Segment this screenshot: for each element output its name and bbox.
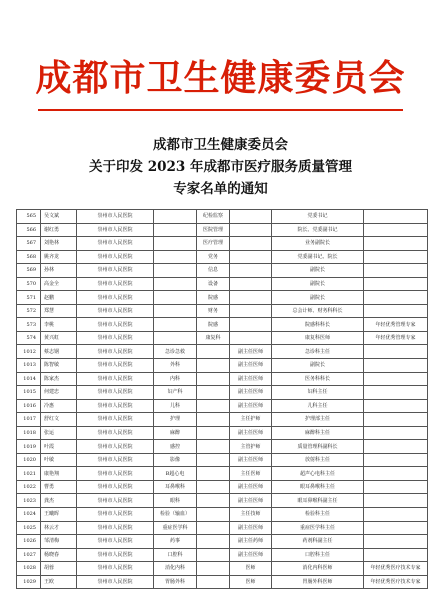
- expert-list-table: [16, 209, 428, 589]
- row-number-cell: 1014: [17, 372, 41, 386]
- job-title-cell: 副主任医师: [230, 494, 272, 508]
- specialty-cell: 儿科: [154, 399, 197, 413]
- specialty-cell: [154, 264, 197, 278]
- position-cell: 超声心电科主任: [272, 467, 364, 481]
- remark-cell: [364, 223, 428, 237]
- hospital-cell: 崇州市人民医院: [77, 345, 154, 359]
- expert-name-cell: 何建忠: [41, 386, 77, 400]
- row-number-cell: 1012: [17, 345, 41, 359]
- specialty-cell: 重症医学科: [154, 521, 197, 535]
- management-field-cell: 设备: [197, 277, 230, 291]
- remark-cell: [364, 250, 428, 264]
- job-title-cell: [230, 331, 272, 345]
- hospital-cell: 崇州市人民医院: [77, 426, 154, 440]
- management-field-cell: [197, 480, 230, 494]
- hospital-cell: 崇州市人民医院: [77, 480, 154, 494]
- remark-cell: 年轻优秀医疗技术专家: [364, 575, 428, 589]
- job-title-cell: 副主任医师: [230, 453, 272, 467]
- specialty-cell: 胃肠外科: [154, 575, 197, 589]
- management-field-cell: 纪检监察: [197, 210, 230, 224]
- specialty-cell: 耳鼻喉科: [154, 480, 197, 494]
- row-number-cell: 569: [17, 264, 41, 278]
- position-cell: 麻醉科主任: [272, 426, 364, 440]
- expert-name-cell: 谢红勇: [41, 223, 77, 237]
- position-cell: 眼耳鼻喉科副主任: [272, 494, 364, 508]
- management-field-cell: [197, 521, 230, 535]
- expert-name-cell: 陈家杰: [41, 372, 77, 386]
- position-cell: 护理部主任: [272, 413, 364, 427]
- hospital-cell: 崇州市人民医院: [77, 562, 154, 576]
- job-title-cell: 副主任医师: [230, 426, 272, 440]
- management-field-cell: 医院管理: [197, 223, 230, 237]
- expert-name-cell: 舒红文: [41, 413, 77, 427]
- job-title-cell: 主任技师: [230, 508, 272, 522]
- management-field-cell: [197, 359, 230, 373]
- row-number-cell: 570: [17, 277, 41, 291]
- management-field-cell: [197, 535, 230, 549]
- expert-name-cell: 刘艳林: [41, 237, 77, 251]
- specialty-cell: 急诊急救: [154, 345, 197, 359]
- expert-name-cell: 高金全: [41, 277, 77, 291]
- hospital-cell: 崇州市人民医院: [77, 399, 154, 413]
- expert-name-cell: 赵鹏: [41, 291, 77, 305]
- row-number-cell: 1029: [17, 575, 41, 589]
- table-row: [17, 237, 428, 251]
- table-row: [17, 480, 428, 494]
- specialty-cell: B超心电: [154, 467, 197, 481]
- remark-cell: [364, 372, 428, 386]
- position-cell: 放射科主任: [272, 453, 364, 467]
- hospital-cell: 崇州市人民医院: [77, 237, 154, 251]
- table-row: [17, 508, 428, 522]
- job-title-cell: 副主任药师: [230, 535, 272, 549]
- management-field-cell: [197, 426, 230, 440]
- table-row: [17, 453, 428, 467]
- notice-title-line1: 成都市卫生健康委员会: [153, 137, 288, 153]
- position-cell: 院感科科长: [272, 318, 364, 332]
- specialty-cell: 外科: [154, 359, 197, 373]
- position-cell: 副院长: [272, 359, 364, 373]
- notice-title-line3: 专家名单的通知: [173, 181, 268, 197]
- hospital-cell: 崇州市人民医院: [77, 440, 154, 454]
- management-field-cell: 党务: [197, 250, 230, 264]
- hospital-cell: 崇州市人民医院: [77, 359, 154, 373]
- specialty-cell: [154, 250, 197, 264]
- table-row: [17, 467, 428, 481]
- position-cell: 副院长: [272, 264, 364, 278]
- management-field-cell: 医疗管理: [197, 237, 230, 251]
- remark-cell: [364, 359, 428, 373]
- row-number-cell: 1015: [17, 386, 41, 400]
- remark-cell: [364, 440, 428, 454]
- row-number-cell: 1023: [17, 494, 41, 508]
- notice-title: [0, 134, 441, 200]
- hospital-cell: 崇州市人民医院: [77, 575, 154, 589]
- management-field-cell: 财务: [197, 304, 230, 318]
- expert-name-cell: 叶霞: [41, 440, 77, 454]
- table-row: [17, 223, 428, 237]
- position-cell: 重症医学科主任: [272, 521, 364, 535]
- specialty-cell: 检验（输血）: [154, 508, 197, 522]
- row-number-cell: 565: [17, 210, 41, 224]
- expert-name-cell: 蔡志钢: [41, 345, 77, 359]
- management-field-cell: 院感: [197, 291, 230, 305]
- letterhead: [0, 0, 441, 121]
- specialty-cell: 消化内科: [154, 562, 197, 576]
- specialty-cell: 眼科: [154, 494, 197, 508]
- expert-name-cell: 邹清梅: [41, 535, 77, 549]
- table-row: [17, 291, 428, 305]
- row-number-cell: 1026: [17, 535, 41, 549]
- job-title-cell: [230, 318, 272, 332]
- remark-cell: 年轻优秀管理专家: [364, 331, 428, 345]
- position-cell: 消化内科医师: [272, 562, 364, 576]
- notice-title-line2: 关于印发 2023 年成都市医疗服务质量管理: [89, 159, 352, 175]
- table-row: [17, 548, 428, 562]
- position-cell: 康复科医师: [272, 331, 364, 345]
- remark-cell: [364, 426, 428, 440]
- position-cell: 药剂科副主任: [272, 535, 364, 549]
- expert-name-cell: 孙林: [41, 264, 77, 278]
- expert-name-cell: 龚杰: [41, 494, 77, 508]
- job-title-cell: [230, 237, 272, 251]
- table-row: [17, 210, 428, 224]
- row-number-cell: 566: [17, 223, 41, 237]
- job-title-cell: [230, 210, 272, 224]
- remark-cell: [364, 304, 428, 318]
- job-title-cell: 副主任医师: [230, 345, 272, 359]
- specialty-cell: 妇产科: [154, 386, 197, 400]
- hospital-cell: 崇州市人民医院: [77, 331, 154, 345]
- remark-cell: 年轻优秀医疗技术专家: [364, 562, 428, 576]
- remark-cell: [364, 508, 428, 522]
- specialty-cell: 影像: [154, 453, 197, 467]
- remark-cell: [364, 480, 428, 494]
- job-title-cell: 副主任医师: [230, 359, 272, 373]
- hospital-cell: 崇州市人民医院: [77, 372, 154, 386]
- job-title-cell: 副主任医师: [230, 372, 272, 386]
- specialty-cell: 内科: [154, 372, 197, 386]
- expert-rows: [17, 210, 428, 589]
- remark-cell: [364, 413, 428, 427]
- job-title-cell: 医师: [230, 575, 272, 589]
- specialty-cell: [154, 291, 197, 305]
- job-title-cell: [230, 223, 272, 237]
- expert-name-cell: 康艳翔: [41, 467, 77, 481]
- row-number-cell: 1013: [17, 359, 41, 373]
- table-row: [17, 318, 428, 332]
- hospital-cell: 崇州市人民医院: [77, 548, 154, 562]
- specialty-cell: 药事: [154, 535, 197, 549]
- hospital-cell: 崇州市人民医院: [77, 250, 154, 264]
- row-number-cell: 1025: [17, 521, 41, 535]
- hospital-cell: 崇州市人民医院: [77, 453, 154, 467]
- management-field-cell: [197, 440, 230, 454]
- management-field-cell: 院感: [197, 318, 230, 332]
- expert-name-cell: 林云才: [41, 521, 77, 535]
- header-divider: [38, 109, 403, 111]
- hospital-cell: 崇州市人民医院: [77, 413, 154, 427]
- specialty-cell: [154, 318, 197, 332]
- position-cell: 党委副书记、院长: [272, 250, 364, 264]
- hospital-cell: 崇州市人民医院: [77, 264, 154, 278]
- specialty-cell: 感控: [154, 440, 197, 454]
- row-number-cell: 571: [17, 291, 41, 305]
- specialty-cell: 护理: [154, 413, 197, 427]
- remark-cell: 年轻优秀管理专家: [364, 318, 428, 332]
- table-row: [17, 426, 428, 440]
- table-row: [17, 575, 428, 589]
- row-number-cell: 1018: [17, 426, 41, 440]
- table-row: [17, 345, 428, 359]
- management-field-cell: [197, 372, 230, 386]
- remark-cell: [364, 291, 428, 305]
- specialty-cell: 麻醉: [154, 426, 197, 440]
- management-field-cell: [197, 562, 230, 576]
- management-field-cell: [197, 548, 230, 562]
- position-cell: 总会计师、财务科科长: [272, 304, 364, 318]
- expert-name-cell: 叶敏: [41, 453, 77, 467]
- job-title-cell: 副主任医师: [230, 399, 272, 413]
- position-cell: 口腔科主任: [272, 548, 364, 562]
- management-field-cell: [197, 399, 230, 413]
- job-title-cell: 副主任医师: [230, 480, 272, 494]
- management-field-cell: [197, 453, 230, 467]
- table-row: [17, 399, 428, 413]
- position-cell: 副院长: [272, 291, 364, 305]
- remark-cell: [364, 277, 428, 291]
- management-field-cell: [197, 413, 230, 427]
- table-row: [17, 277, 428, 291]
- hospital-cell: 崇州市人民医院: [77, 223, 154, 237]
- row-number-cell: 1028: [17, 562, 41, 576]
- job-title-cell: 主任护师: [230, 413, 272, 427]
- position-cell: 医务科科长: [272, 372, 364, 386]
- expert-name-cell: 王曦晖: [41, 508, 77, 522]
- expert-name-cell: 吴文斌: [41, 210, 77, 224]
- table-row: [17, 359, 428, 373]
- expert-name-cell: 冷惠: [41, 399, 77, 413]
- position-cell: 儿科主任: [272, 399, 364, 413]
- management-field-cell: [197, 494, 230, 508]
- position-cell: 质量管理科副科长: [272, 440, 364, 454]
- expert-name-cell: 王欧: [41, 575, 77, 589]
- specialty-cell: [154, 304, 197, 318]
- table-row: [17, 264, 428, 278]
- table-row: [17, 521, 428, 535]
- hospital-cell: 崇州市人民医院: [77, 508, 154, 522]
- table-row: [17, 562, 428, 576]
- hospital-cell: 崇州市人民医院: [77, 304, 154, 318]
- row-number-cell: 1024: [17, 508, 41, 522]
- remark-cell: [364, 237, 428, 251]
- management-field-cell: [197, 467, 230, 481]
- management-field-cell: [197, 386, 230, 400]
- expert-name-cell: 陈智敏: [41, 359, 77, 373]
- position-cell: 业务副院长: [272, 237, 364, 251]
- row-number-cell: 567: [17, 237, 41, 251]
- table-row: [17, 535, 428, 549]
- table-row: [17, 372, 428, 386]
- position-cell: 急诊科主任: [272, 345, 364, 359]
- row-number-cell: 574: [17, 331, 41, 345]
- expert-name-cell: 姚齐龙: [41, 250, 77, 264]
- table-row: [17, 304, 428, 318]
- job-title-cell: 副主任医师: [230, 521, 272, 535]
- remark-cell: [364, 345, 428, 359]
- specialty-cell: [154, 223, 197, 237]
- position-cell: 胃肠外科医师: [272, 575, 364, 589]
- remark-cell: [364, 386, 428, 400]
- job-title-cell: 副主任医师: [230, 548, 272, 562]
- table-row: [17, 494, 428, 508]
- hospital-cell: 崇州市人民医院: [77, 291, 154, 305]
- expert-name-cell: 张运: [41, 426, 77, 440]
- management-field-cell: 康复科: [197, 331, 230, 345]
- management-field-cell: [197, 508, 230, 522]
- hospital-cell: 崇州市人民医院: [77, 210, 154, 224]
- job-title-cell: [230, 304, 272, 318]
- row-number-cell: 572: [17, 304, 41, 318]
- job-title-cell: 副主任医师: [230, 386, 272, 400]
- row-number-cell: 1020: [17, 453, 41, 467]
- management-field-cell: 信息: [197, 264, 230, 278]
- expert-name-cell: 李桃: [41, 318, 77, 332]
- job-title-cell: 主管护师: [230, 440, 272, 454]
- hospital-cell: 崇州市人民医院: [77, 521, 154, 535]
- specialty-cell: [154, 237, 197, 251]
- expert-name-cell: 郑慧: [41, 304, 77, 318]
- specialty-cell: [154, 331, 197, 345]
- hospital-cell: 崇州市人民医院: [77, 535, 154, 549]
- remark-cell: [364, 535, 428, 549]
- hospital-cell: 崇州市人民医院: [77, 494, 154, 508]
- remark-cell: [364, 494, 428, 508]
- row-number-cell: 1022: [17, 480, 41, 494]
- specialty-cell: 口腔科: [154, 548, 197, 562]
- job-title-cell: [230, 250, 272, 264]
- row-number-cell: 1019: [17, 440, 41, 454]
- job-title-cell: 医师: [230, 562, 272, 576]
- row-number-cell: 1021: [17, 467, 41, 481]
- position-cell: 妇科主任: [272, 386, 364, 400]
- expert-name-cell: 杨晓春: [41, 548, 77, 562]
- expert-name-cell: 胡蓉: [41, 562, 77, 576]
- hospital-cell: 崇州市人民医院: [77, 277, 154, 291]
- job-title-cell: 主任医师: [230, 467, 272, 481]
- job-title-cell: [230, 264, 272, 278]
- job-title-cell: [230, 291, 272, 305]
- remark-cell: [364, 453, 428, 467]
- row-number-cell: 1016: [17, 399, 41, 413]
- row-number-cell: 573: [17, 318, 41, 332]
- table-row: [17, 440, 428, 454]
- table-row: [17, 386, 428, 400]
- table-row: [17, 250, 428, 264]
- position-cell: 检验科主任: [272, 508, 364, 522]
- remark-cell: [364, 467, 428, 481]
- position-cell: 副院长: [272, 277, 364, 291]
- specialty-cell: [154, 210, 197, 224]
- position-cell: 眼耳鼻喉科主任: [272, 480, 364, 494]
- table-row: [17, 331, 428, 345]
- row-number-cell: 1027: [17, 548, 41, 562]
- table-row: [17, 413, 428, 427]
- position-cell: 党委书记: [272, 210, 364, 224]
- hospital-cell: 崇州市人民医院: [77, 467, 154, 481]
- expert-name-cell: 黄兴虹: [41, 331, 77, 345]
- remark-cell: [364, 548, 428, 562]
- remark-cell: [364, 399, 428, 413]
- remark-cell: [364, 264, 428, 278]
- remark-cell: [364, 210, 428, 224]
- specialty-cell: [154, 277, 197, 291]
- row-number-cell: 1017: [17, 413, 41, 427]
- row-number-cell: 568: [17, 250, 41, 264]
- hospital-cell: 崇州市人民医院: [77, 386, 154, 400]
- management-field-cell: [197, 345, 230, 359]
- org-title: 成都市卫生健康委员会: [35, 57, 406, 99]
- position-cell: 院长、党委副书记: [272, 223, 364, 237]
- management-field-cell: [197, 575, 230, 589]
- job-title-cell: [230, 277, 272, 291]
- hospital-cell: 崇州市人民医院: [77, 318, 154, 332]
- expert-name-cell: 曹勇: [41, 480, 77, 494]
- remark-cell: [364, 521, 428, 535]
